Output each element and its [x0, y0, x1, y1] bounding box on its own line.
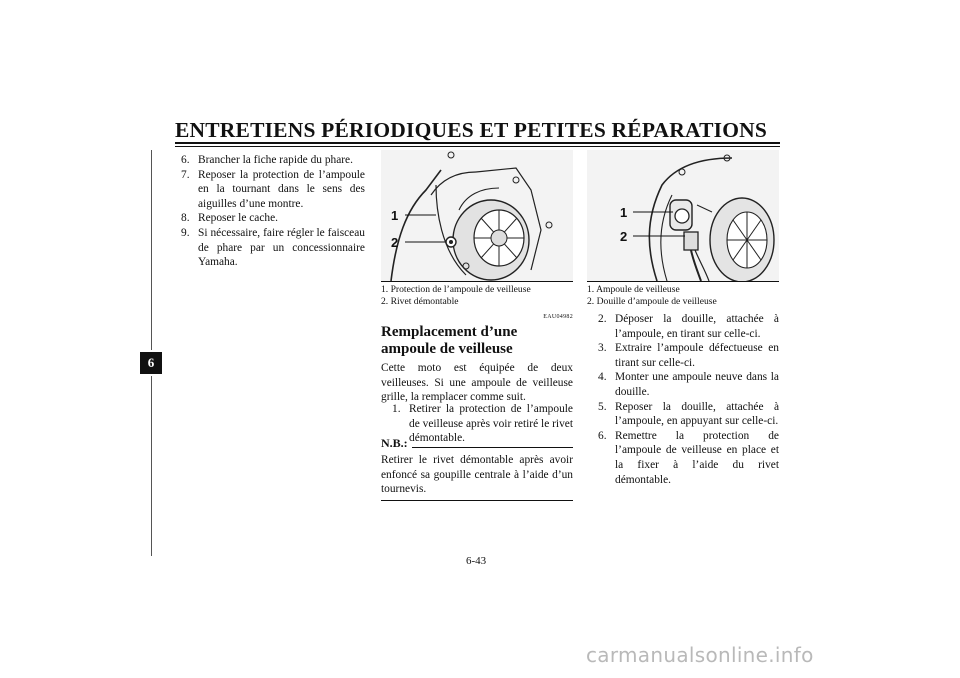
list-item: 2. Déposer la douille, attachée à l’ampoule, en tirant sur celle-ci. [598, 313, 779, 340]
margin-rule-top [151, 150, 152, 350]
caption-2: 2. Rivet démontable [381, 295, 459, 307]
figure-bulb-cover [381, 150, 573, 282]
section-intro: Cette moto est équipée de deux veilleuses. Si une ampoule de veilleuse grille, la remplacer comme suit. [381, 362, 573, 404]
column-left [181, 153, 365, 270]
figure-2-captions [587, 284, 779, 308]
list-item: 5. Reposer la douille, attachée à l’ampoule, en appuyant sur celle-ci. [598, 400, 779, 428]
watermark: carmanualsonline.info [586, 643, 814, 667]
list-item: 6. Brancher la fiche rapide du phare. [181, 154, 353, 166]
header-rule [175, 142, 780, 144]
steps-list-3 [587, 312, 779, 487]
header-rule-thin [175, 146, 780, 147]
column-right [587, 312, 779, 487]
nb-text: Retirer le rivet démontable après avoir enfoncé sa goupille centrale à l’aide d’un tournevis. [381, 454, 573, 496]
steps-list-1 [181, 153, 365, 270]
list-item: 7. Reposer la protection de l’ampoule en la tournant dans le sens des aiguilles d’une montre. [181, 168, 365, 210]
caption-2: 2. Douille d’ampoule de veilleuse [587, 295, 717, 307]
margin-rule-bottom [151, 376, 152, 556]
page-title: ENTRETIENS PÉRIODIQUES ET PETITES RÉPARATIONS [175, 118, 768, 142]
list-item: 3. Extraire l’ampoule défectueuse en tirant sur celle-ci. [598, 342, 779, 369]
caption-1: 1. Ampoule de veilleuse [587, 284, 680, 295]
figure-1-captions [381, 284, 573, 308]
nb-rule-bottom [381, 500, 573, 501]
page-number: 6-43 [466, 555, 487, 567]
nb-note [381, 436, 573, 501]
callout-2: 2 [391, 235, 399, 250]
nb-rule-top [412, 447, 573, 448]
section-heading: Remplacement d’une ampoule de veilleuse [381, 324, 518, 357]
bulb-socket-illustration [587, 150, 779, 281]
list-item: 1. Retirer la protection de l’ampoule de veilleuse après voir retiré le rivet démontable. [392, 403, 573, 445]
section-code: EAU04982 [543, 314, 573, 320]
list-item: 6. Remettre la protection de l’ampoule de veilleuse en place et la fixer à l’aide du rivet démontable. [598, 429, 779, 486]
list-item: 8. Reposer le cache. [181, 212, 279, 225]
callout-1: 1 [391, 208, 399, 223]
callout-1: 1 [620, 205, 628, 220]
chapter-tab: 6 [140, 352, 162, 374]
caption-1: 1. Protection de l’ampoule de veilleuse [381, 284, 531, 295]
nb-label: N.B.: [381, 436, 408, 450]
list-item: 9. Si nécessaire, faire régler le faisceau de phare par un concessionnaire Yamaha. [181, 226, 365, 269]
figure-bulb-socket [587, 150, 779, 282]
list-item: 4. Monter une ampoule neuve dans la douille. [598, 371, 779, 398]
bulb-cover-illustration [381, 150, 573, 281]
callout-2: 2 [620, 229, 628, 244]
